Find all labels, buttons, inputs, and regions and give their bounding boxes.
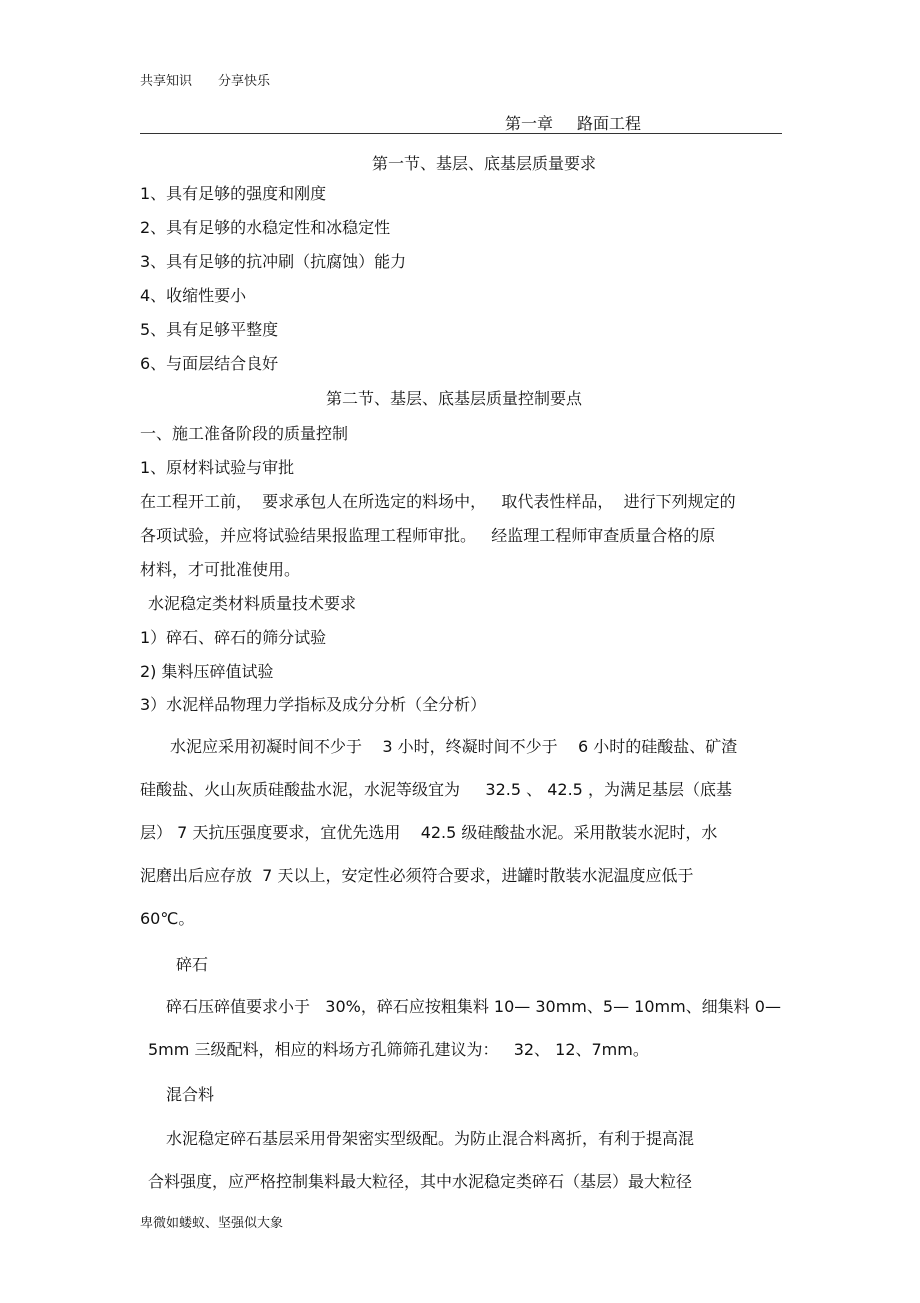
requirement-item: 4、收缩性要小 — [140, 286, 247, 305]
paragraph-line: 水泥稳定碎石基层采用骨架密实型级配。为防止混合料离折，有利于提高混 — [166, 1129, 695, 1148]
subsection-title: 一、施工准备阶段的质量控制 — [140, 424, 349, 443]
chapter-number: 第一章 — [505, 114, 554, 133]
paragraph-line: 硅酸盐、火山灰质硅酸盐水泥，水泥等级宜为 32.5 、 42.5 ，为满足基层（底基 — [140, 780, 732, 799]
page-header-left — [140, 70, 270, 89]
test-item: 1）碎石、碎石的筛分试验 — [140, 628, 327, 647]
paragraph-line: 材料，才可批准使用。 — [140, 560, 301, 579]
requirement-item: 2、具有足够的水稳定性和冰稳定性 — [140, 218, 391, 237]
paragraph-line: 各项试验，并应将试验结果报监理工程师审批。 经监理工程师审查质量合格的原 — [140, 526, 716, 545]
subsection-item-title: 1、原材料试验与审批 — [140, 458, 295, 477]
test-item: 3）水泥样品物理力学指标及成分分析（全分析） — [140, 695, 487, 714]
header-text-share-joy: 分享快乐 — [218, 74, 271, 89]
cement-requirements-title: 水泥稳定类材料质量技术要求 — [148, 594, 357, 613]
section-2-title: 第二节、基层、底基层质量控制要点 — [326, 389, 583, 408]
section-1-title: 第一节、基层、底基层质量要求 — [372, 154, 597, 173]
requirement-item: 3、具有足够的抗冲刷（抗腐蚀）能力 — [140, 252, 407, 271]
chapter-heading — [505, 111, 641, 134]
paragraph-line: 合料强度，应严格控制集料最大粒径，其中水泥稳定类碎石（基层）最大粒径 — [148, 1172, 693, 1191]
requirement-item: 6、与面层结合良好 — [140, 354, 279, 373]
requirement-item: 5、具有足够平整度 — [140, 320, 279, 339]
gravel-title: 碎石 — [176, 955, 209, 974]
paragraph-line: 层） 7 天抗压强度要求，宜优先选用 42.5 级硅酸盐水泥。采用散装水泥时，水 — [140, 823, 718, 842]
header-text-share-knowledge: 共享知识 — [140, 74, 193, 89]
paragraph-line: 在工程开工前， 要求承包人在所选定的料场中， 取代表性样品， 进行下列规定的 — [140, 492, 736, 511]
paragraph-line: 碎石压碎值要求小于 30%，碎石应按粗集料 10— 30mm、5— 10mm、细集料 0— — [166, 997, 781, 1016]
mix-title: 混合料 — [166, 1085, 215, 1104]
paragraph-line: 泥磨出后应存放 7 天以上，安定性必须符合要求，进罐时散装水泥温度应低于 — [140, 866, 694, 885]
paragraph-line: 水泥应采用初凝时间不少于 3 小时，终凝时间不少于 6 小时的硅酸盐、矿渣 — [170, 737, 738, 756]
page-footer-motto: 卑微如蝼蚁、坚强似大象 — [140, 1216, 284, 1231]
paragraph-line: 5mm 三级配料，相应的料场方孔筛筛孔建议为： 32、 12、7mm。 — [148, 1040, 649, 1059]
chapter-title: 路面工程 — [577, 114, 642, 133]
paragraph-line: 60℃。 — [140, 909, 195, 928]
test-item: 2) 集料压碎值试验 — [140, 662, 274, 681]
requirement-item: 1、具有足够的强度和刚度 — [140, 184, 327, 203]
header-divider — [140, 133, 782, 134]
